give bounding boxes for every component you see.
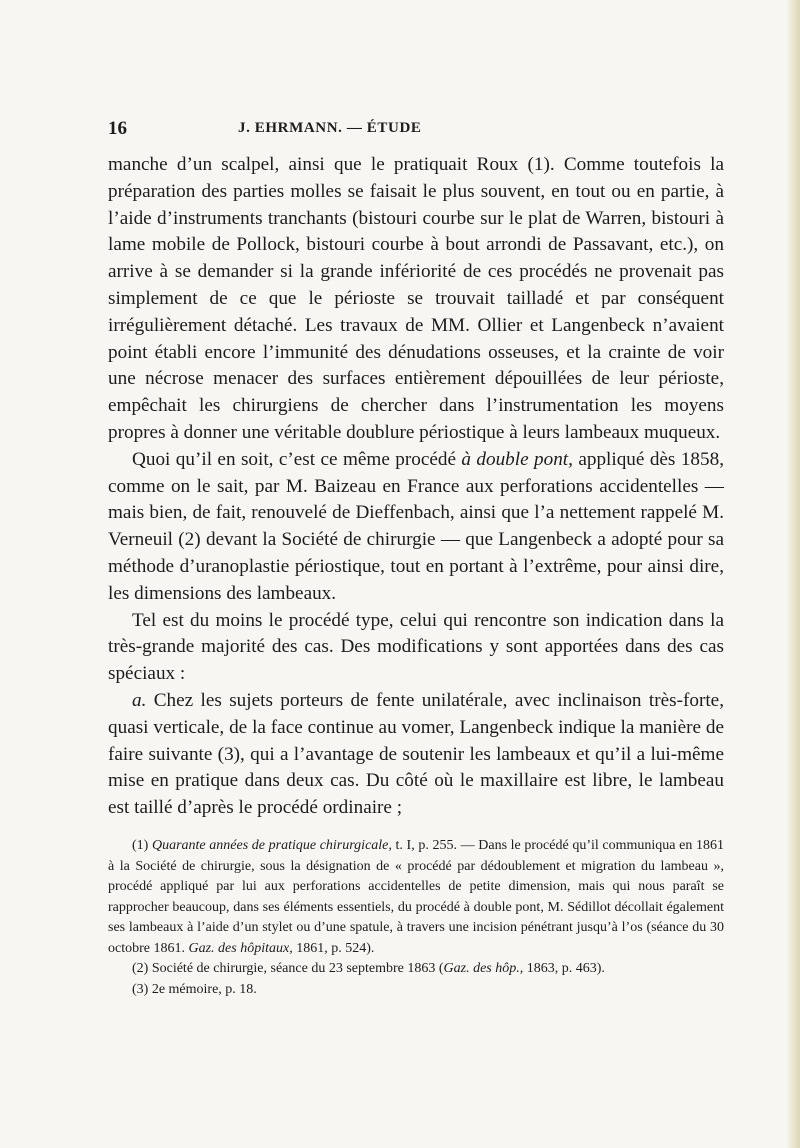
paragraph-1: manche d’un scalpel, ainsi que le pratiquait Roux (1). Comme toutefois la préparation des parties molles se faisait le plus souvent, en tout ou en partie, à l’aide d’instruments tranchants (bistouri courbe sur le plat de Warren, bistouri à lame mobile de Pollock, bistouri courbe à bout arrondi de Passavant, etc.), on arrive à se demander si la grande infériorité de ces procédés ne provenait pas simplement de ce que le périoste se trouvait tailladé et par conséquent irrégulièrement détaché. Les travaux de MM. Ollier et Langenbeck n’avaient point établi encore l’immunité des dénudations osseuses, et la crainte de voir une nécrose menacer des surfaces entièrement dépouillées de leur périoste, empêchait les chirurgiens de chercher dans l’instrumentation les moyens propres à donner une véritable doublure périostique à leurs lambeaux muqueux. — [108, 154, 724, 443]
footnote-1-mark: (1) — [132, 837, 152, 853]
footnote-2 — [108, 959, 724, 980]
footnote-1-text: t. I, p. 255. — Dans le procédé qu’il communiqua en 1861 à la Société de chirurgie, sous la désignation de « procédé par dédoublement et migration du lambeau », procédé appliqué par lui aux perforations accidentelles de petite dimension, mais qui nous paraît se rapprocher beaucoup, dans ses éléments essentiels, du procédé à double pont, M. Sédillot décollait également ses lambeaux à l’aide d’un stylet ou d’une spatule, à travers une incision pénétrant jusqu’à l’os (séance du 30 octobre 1861. — [108, 837, 724, 956]
paragraph-4 — [108, 688, 724, 822]
footnotes — [108, 836, 724, 1001]
body-text — [108, 152, 724, 822]
running-head — [108, 118, 724, 148]
paragraph-2 — [108, 447, 724, 608]
page-number: 16 — [108, 118, 127, 139]
page-edge-shadow — [786, 0, 800, 1148]
paragraph-2-text-a: Quoi qu’il en soit, c’est ce même procédé — [132, 448, 462, 470]
footnote-2-text-a: (2) Société de chirurgie, séance du 23 septembre 1863 ( — [132, 961, 444, 977]
footnote-1-end: 1861, p. 524). — [292, 940, 375, 956]
book-page — [108, 118, 724, 1001]
footnote-1 — [108, 836, 724, 960]
running-head-title: J. EHRMANN. — ÉTUDE — [238, 120, 422, 136]
footnote-2-source: Gaz. des hôp., — [443, 961, 524, 977]
footnote-1-source: Gaz. des hôpitaux, — [188, 940, 293, 956]
paragraph-2-emphasis: à double pont, — [461, 448, 573, 470]
footnote-2-text-b: 1863, p. 463). — [523, 961, 605, 977]
paragraph-4-text: Chez les sujets porteurs de fente unilatérale, avec inclinaison très-forte, quasi verticale, de la face continue au vomer, Langenbeck indique la manière de faire suivante (3), qui a l’avantage de soutenir les lambeaux et qu’il a lui-même mise en pratique dans deux cas. Du côté où le maxillaire est libre, le lambeau est taillé d’après le procédé ordinaire ; — [108, 689, 724, 819]
paragraph-4-label: a. — [132, 689, 147, 711]
footnote-3: (3) 2e mémoire, p. 18. — [132, 982, 257, 998]
footnote-1-title: Quarante années de pratique chirurgicale, — [151, 837, 392, 853]
paragraph-2-text-b: appliqué dès 1858, comme on le sait, par M. Baizeau en France aux perforations accidentelles — mais bien, de fait, renouvelé de Dieffenbach, ainsi que l’a nettement rappelé M. Verneuil (2) devant la Société de chirurgie — que Langenbeck a adopté pour sa méthode d’uranoplastie périostique, tout en portant à l’extrême, pour ainsi dire, les dimensions des lambeaux. — [108, 448, 724, 604]
paragraph-3: Tel est du moins le procédé type, celui qui rencontre son indication dans la très-grande majorité des cas. Des modifications y sont apportées dans des cas spéciaux : — [108, 609, 724, 685]
